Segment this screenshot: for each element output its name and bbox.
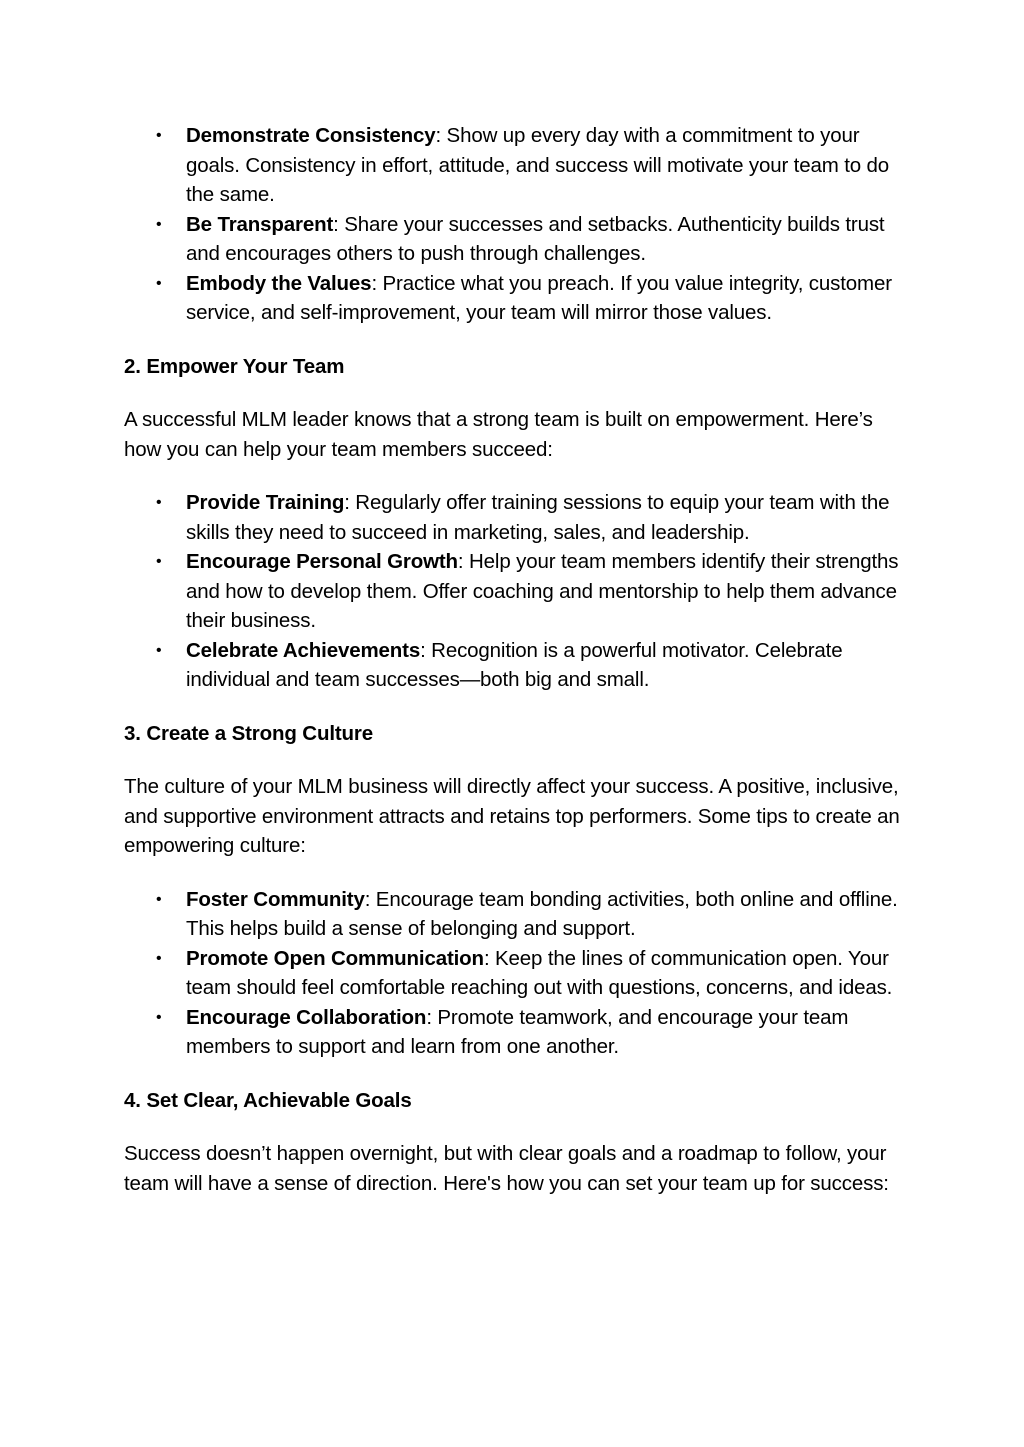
bullet-icon: • [156, 494, 162, 511]
list-item [124, 488, 904, 547]
list-item-term: Promote Open Communication [186, 946, 484, 970]
list-item-text: : Recognition is a powerful motivator. Celebrate individual and team successes—both big and small. [186, 638, 843, 691]
list-item-term: Provide Training [186, 491, 345, 514]
list-item [124, 1003, 904, 1062]
section-heading: 3. Create a Strong Culture [124, 721, 373, 745]
list-item-term: Embody the Values [186, 271, 372, 295]
list-item-text: : Promote teamwork, and encourage your team members to support and learn from one another. [186, 1005, 849, 1058]
list-item-term: Be Transparent [186, 212, 334, 236]
list-item-text: : Practice what you preach. If you value integrity, customer service, and self-improvement, your team will mirror those values. [186, 271, 892, 324]
bullet-icon: • [156, 1008, 162, 1026]
list-item [124, 944, 904, 1003]
list-item-text: : Share your successes and setbacks. Authenticity builds trust and encourages others to push through challenges. [186, 212, 885, 265]
list-item [124, 885, 904, 944]
list-item [124, 636, 904, 695]
leadership-list [124, 121, 904, 328]
list-item-term: Celebrate Achievements [186, 638, 421, 662]
bullet-icon: • [156, 890, 162, 908]
list-item-text: : Help your team members identify their strengths and how to develop them. Offer coaching and mentorship to help them advance their business. [186, 550, 899, 632]
bullet-icon: • [156, 127, 162, 144]
list-item [124, 121, 904, 210]
document-page [124, 121, 904, 1198]
list-item-text: : Regularly offer training sessions to equip your team with the skills they need to succeed in marketing, sales, and leadership. [186, 491, 890, 544]
list-item-text: : Encourage team bonding activities, both online and offline. This helps build a sense of belonging and support. [186, 887, 898, 940]
list-item [124, 547, 904, 636]
list-item-term: Encourage Collaboration [186, 1005, 427, 1029]
section-heading: 4. Set Clear, Achievable Goals [124, 1088, 412, 1112]
culture-list [124, 885, 904, 1062]
list-item-term: Encourage Personal Growth [186, 550, 458, 573]
bullet-icon: • [156, 215, 162, 233]
list-item [124, 269, 904, 328]
section-paragraph: A successful MLM leader knows that a strong team is built on empowerment. Here’s how you can help your team members succeed: [124, 408, 873, 461]
list-item-text: : Keep the lines of communication open. Your team should feel comfortable reaching out with questions, concerns, and ideas. [186, 946, 893, 999]
section-paragraph: Success doesn’t happen overnight, but with clear goals and a roadmap to follow, your team will have a sense of direction. Here's how you can set your team up for success: [124, 1142, 889, 1195]
list-item [124, 210, 904, 269]
empower-list [124, 488, 904, 695]
section-paragraph: The culture of your MLM business will directly affect your success. A positive, inclusive, and supportive environment attracts and retains top performers. Some tips to create an empowering culture: [124, 775, 900, 857]
list-item-text: : Show up every day with a commitment to your goals. Consistency in effort, attitude, and success will motivate your team to do the same. [186, 124, 890, 206]
section-heading: 2. Empower Your Team [124, 354, 345, 378]
list-item-term: Demonstrate Consistency [186, 124, 436, 147]
bullet-icon: • [156, 553, 162, 570]
list-item-term: Foster Community [186, 887, 365, 911]
bullet-icon: • [156, 949, 162, 967]
bullet-icon: • [156, 641, 162, 659]
bullet-icon: • [156, 274, 162, 292]
